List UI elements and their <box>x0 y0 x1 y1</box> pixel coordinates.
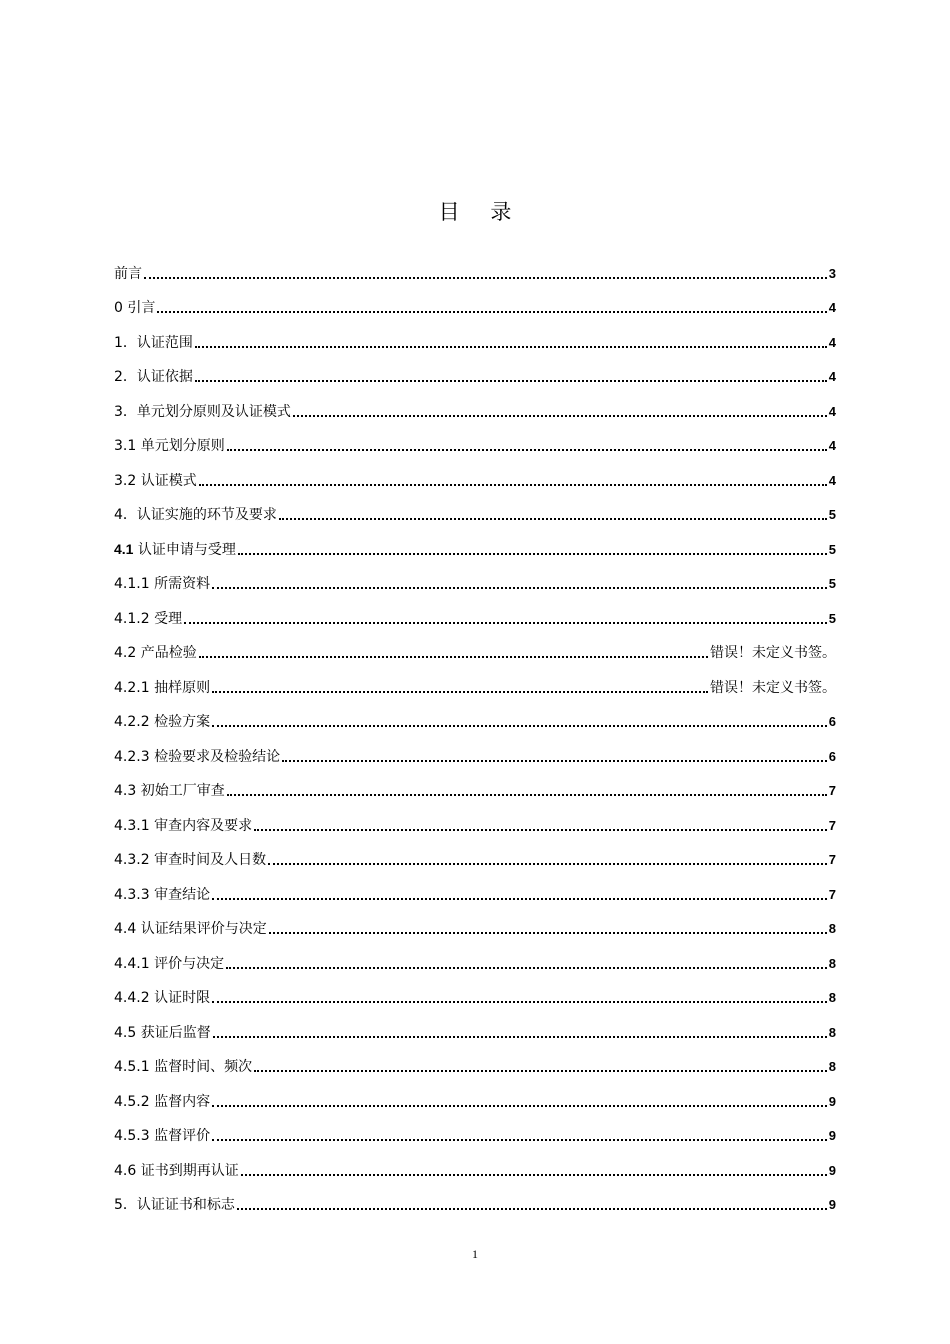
toc-leader-dots <box>212 691 708 693</box>
toc-entry[interactable] <box>114 317 836 352</box>
toc-entry[interactable] <box>114 559 836 594</box>
toc-entry[interactable] <box>114 973 836 1008</box>
toc-entry[interactable] <box>114 283 836 318</box>
table-of-contents <box>114 248 836 1214</box>
toc-entry[interactable] <box>114 766 836 801</box>
toc-entry-page: 4 <box>828 334 836 350</box>
toc-leader-dots <box>238 553 827 555</box>
toc-entry-title: 4.3 初始工厂审查 <box>114 783 225 799</box>
toc-leader-dots <box>212 587 827 589</box>
toc-entry[interactable] <box>114 524 836 559</box>
toc-entry-title: 4.2.3 检验要求及检验结论 <box>114 748 281 765</box>
toc-entry-page: 9 <box>828 1162 836 1178</box>
toc-leader-dots <box>269 932 827 934</box>
toc-entry[interactable] <box>114 455 836 490</box>
toc-entry-page: 错误！未定义书签。 <box>710 679 836 696</box>
toc-leader-dots <box>195 346 827 348</box>
toc-leader-dots <box>212 725 827 727</box>
toc-entry-page: 5 <box>828 610 836 626</box>
toc-entry-title: 3．单元划分原则及认证模式 <box>114 403 291 420</box>
toc-entry-page: 8 <box>828 990 836 1005</box>
toc-entry[interactable] <box>114 697 836 732</box>
toc-entry[interactable] <box>114 386 836 421</box>
toc-entry-title: 1．认证范围 <box>114 334 193 351</box>
toc-entry-title: 4.3.3 审查结论 <box>114 886 211 903</box>
toc-leader-dots <box>282 760 827 762</box>
toc-entry[interactable] <box>114 662 836 697</box>
toc-leader-dots <box>157 311 826 313</box>
toc-entry-page: 8 <box>828 1024 836 1040</box>
toc-entry[interactable] <box>114 904 836 939</box>
toc-entry[interactable] <box>114 938 836 973</box>
toc-entry-page: 8 <box>828 1059 836 1074</box>
toc-entry-page: 5 <box>828 507 836 522</box>
toc-entry-page: 4 <box>828 369 836 384</box>
toc-entry-page: 6 <box>828 714 836 729</box>
toc-entry-page: 7 <box>828 817 836 833</box>
toc-entry[interactable] <box>114 835 836 870</box>
toc-entry[interactable] <box>114 1076 836 1111</box>
toc-leader-dots <box>268 863 827 865</box>
toc-leader-dots <box>212 1001 827 1003</box>
toc-entry-page: 6 <box>828 748 836 764</box>
toc-entry[interactable] <box>114 352 836 387</box>
toc-entry-title: 0 引言 <box>114 300 156 316</box>
toc-entry[interactable] <box>114 869 836 904</box>
page-number: 1 <box>472 1247 478 1261</box>
toc-entry[interactable] <box>114 1180 836 1215</box>
toc-entry[interactable] <box>114 800 836 835</box>
toc-entry-label: 认证申请与受理 <box>133 541 236 558</box>
toc-leader-dots <box>227 794 827 796</box>
toc-leader-dots <box>237 1208 827 1210</box>
toc-entry-page: 4 <box>828 300 836 315</box>
toc-entry[interactable] <box>114 628 836 663</box>
toc-entry-title: 2．认证依据 <box>114 369 193 385</box>
toc-leader-dots <box>227 449 827 451</box>
toc-entry[interactable] <box>114 490 836 525</box>
toc-entry-title: 4.6 证书到期再认证 <box>114 1162 239 1179</box>
toc-entry-title: 4.2 产品检验 <box>114 645 197 661</box>
toc-entry[interactable] <box>114 1111 836 1146</box>
toc-entry[interactable] <box>114 248 836 283</box>
toc-entry-page: 9 <box>828 1093 836 1109</box>
toc-leader-dots <box>184 622 827 624</box>
toc-entry-page: 7 <box>828 783 836 798</box>
toc-leader-dots <box>254 1070 827 1072</box>
toc-entry-title: 4.4.1 评价与决定 <box>114 955 225 972</box>
toc-leader-dots <box>293 415 827 417</box>
toc-entry[interactable] <box>114 731 836 766</box>
toc-entry-title: 3.2 认证模式 <box>114 472 197 489</box>
toc-leader-dots <box>241 1174 827 1176</box>
page-title: 目 录 <box>438 200 524 224</box>
toc-leader-dots <box>279 518 827 520</box>
toc-entry-title: 4.5 获证后监督 <box>114 1024 211 1041</box>
toc-entry-page: 4 <box>828 472 836 488</box>
toc-entry-title: 3.1 单元划分原则 <box>114 438 225 454</box>
toc-entry-title: 4.1.1 所需资料 <box>114 576 211 592</box>
toc-entry-page: 5 <box>828 576 836 591</box>
toc-entry-title: 前言 <box>114 265 142 282</box>
toc-entry[interactable] <box>114 1145 836 1180</box>
toc-entry[interactable] <box>114 421 836 456</box>
toc-entry-title: 5．认证证书和标志 <box>114 1197 235 1213</box>
toc-entry-title: 4.3.2 审查时间及人日数 <box>114 852 267 868</box>
toc-entry-title: 4.4.2 认证时限 <box>114 990 211 1006</box>
toc-entry-title: 4.1.2 受理 <box>114 610 183 627</box>
toc-entry-title: 4.4 认证结果评价与决定 <box>114 921 267 937</box>
toc-entry-page: 8 <box>828 921 836 936</box>
toc-entry[interactable] <box>114 1042 836 1077</box>
toc-leader-dots <box>226 967 827 969</box>
toc-entry-page: 3 <box>828 265 836 281</box>
toc-entry-page: 8 <box>828 955 836 971</box>
toc-leader-dots <box>254 829 827 831</box>
toc-entry-title: 4.5.1 监督时间、频次 <box>114 1059 253 1075</box>
toc-entry-page: 7 <box>828 852 836 867</box>
toc-leader-dots <box>195 380 827 382</box>
toc-entry-page: 错误！未定义书签。 <box>710 645 836 661</box>
toc-entry-page: 9 <box>828 1197 836 1212</box>
toc-entry-title: 4.3.1 审查内容及要求 <box>114 817 253 834</box>
toc-entry-title: 4.2.1 抽样原则 <box>114 679 211 696</box>
toc-entry-title: 4.2.2 检验方案 <box>114 714 211 730</box>
toc-leader-dots <box>212 1105 827 1107</box>
toc-entry[interactable] <box>114 1007 836 1042</box>
toc-entry-title: 4．认证实施的环节及要求 <box>114 507 277 523</box>
toc-entry[interactable] <box>114 593 836 628</box>
toc-entry-number: 4.1 <box>114 540 134 557</box>
toc-entry-page: 4 <box>828 403 836 419</box>
toc-leader-dots <box>199 656 708 658</box>
toc-leader-dots <box>213 1036 827 1038</box>
toc-entry-title: 4.5.2 监督内容 <box>114 1093 211 1110</box>
toc-entry-page: 5 <box>828 541 836 557</box>
toc-leader-dots <box>212 898 827 900</box>
toc-entry-title: 4.5.3 监督评价 <box>114 1128 211 1144</box>
toc-leader-dots <box>199 484 827 486</box>
toc-leader-dots <box>212 1139 827 1141</box>
toc-entry-page: 7 <box>828 886 836 902</box>
toc-entry-page: 4 <box>828 438 836 453</box>
toc-leader-dots <box>144 277 827 279</box>
toc-entry-page: 9 <box>828 1128 836 1143</box>
toc-entry-title <box>114 540 236 559</box>
